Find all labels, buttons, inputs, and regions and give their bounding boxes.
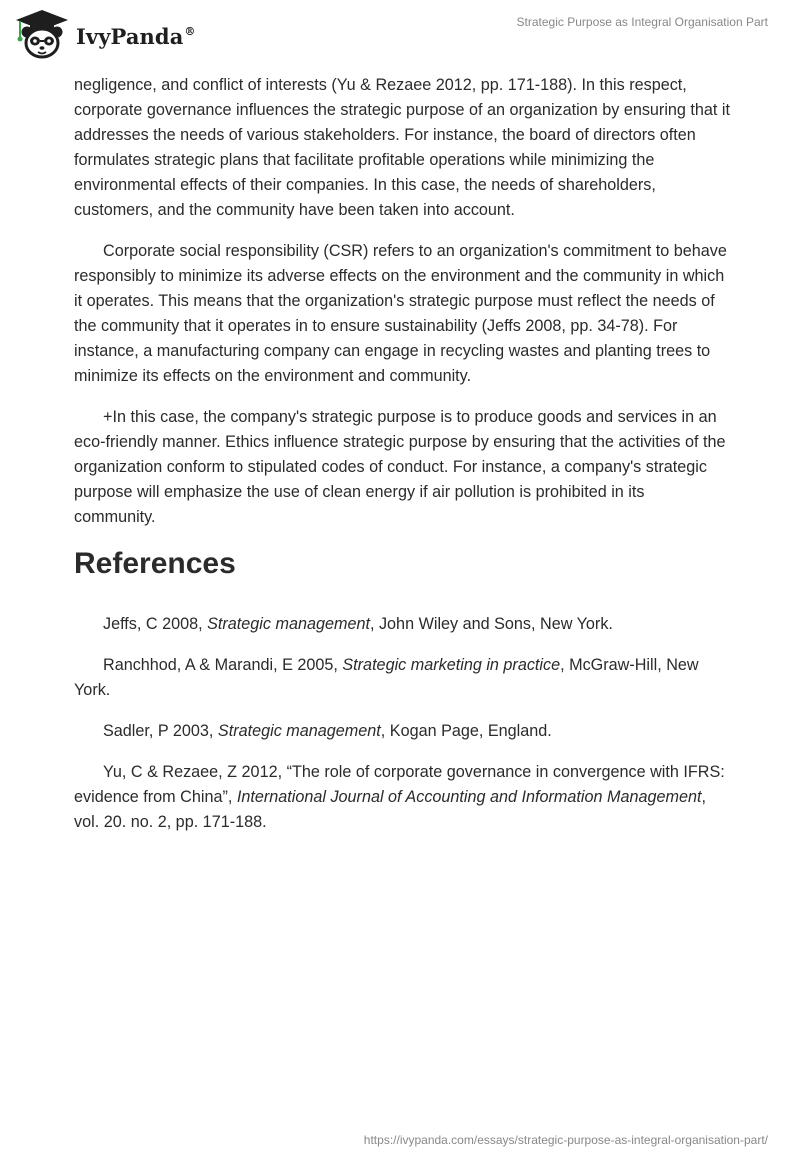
reference-item-1: Jeffs, C 2008, Strategic management, John Wiley and Sons, New York. [103,615,613,633]
brand-name: IvyPanda® [76,23,196,49]
body-paragraph-1: negligence, and conflict of interests (Yu & Rezaee 2012, pp. 171-188). In this respect, corporate governance influences the strategic purpose of an organization by ensuring that it addresses the needs of various stakeholders. For instance, the board of directors often formulates strategic plans that facilitate profitable operations while minimizing the environmental effects of their companies. In this case, the needs of shareholders, customers, and the community have been taken into account. [74,76,731,219]
essay-content [74,73,730,851]
document-title: Strategic Purpose as Integral Organisation Part [516,15,768,29]
body-paragraph-3: +In this case, the company's strategic purpose is to produce goods and services in an eco-friendly manner. Ethics influence strategic purpose by ensuring that the activities of the organization conform to stipulated codes of conduct. For instance, a company's strategic purpose will emphasize the use of clean energy if air pollution is prohibited in its community. [74,408,726,526]
panda-graduate-icon [14,8,70,60]
source-url[interactable]: https://ivypanda.com/essays/strategic-purpose-as-integral-organisation-part/ [363,1133,768,1147]
reference-item-2: Ranchhod, A & Marandi, E 2005, Strategic marketing in practice, McGraw-Hill, New York. [74,656,699,699]
reference-item-3: Sadler, P 2003, Strategic management, Kogan Page, England. [103,722,552,740]
body-paragraph-2: Corporate social responsibility (CSR) refers to an organization's commitment to behave responsibly to minimize its adverse effects on the environment and the community in which it operates. This means that the organization's strategic purpose must reflect the needs of the community that it operates in to ensure sustainability (Jeffs 2008, pp. 34-78). For instance, a manufacturing company can engage in recycling wastes and planting trees to minimize its effects on the environment and community. [74,242,727,385]
ivypanda-logo[interactable] [14,8,196,60]
references-heading: References [74,547,236,580]
reference-item-4: Yu, C & Rezaee, Z 2012, “The role of corporate governance in convergence with IFRS: evidence from China”, International Journal of Accounting and Information Management, vol. 20. no. 2, pp. 171-188. [74,763,725,831]
page-header [0,0,800,70]
